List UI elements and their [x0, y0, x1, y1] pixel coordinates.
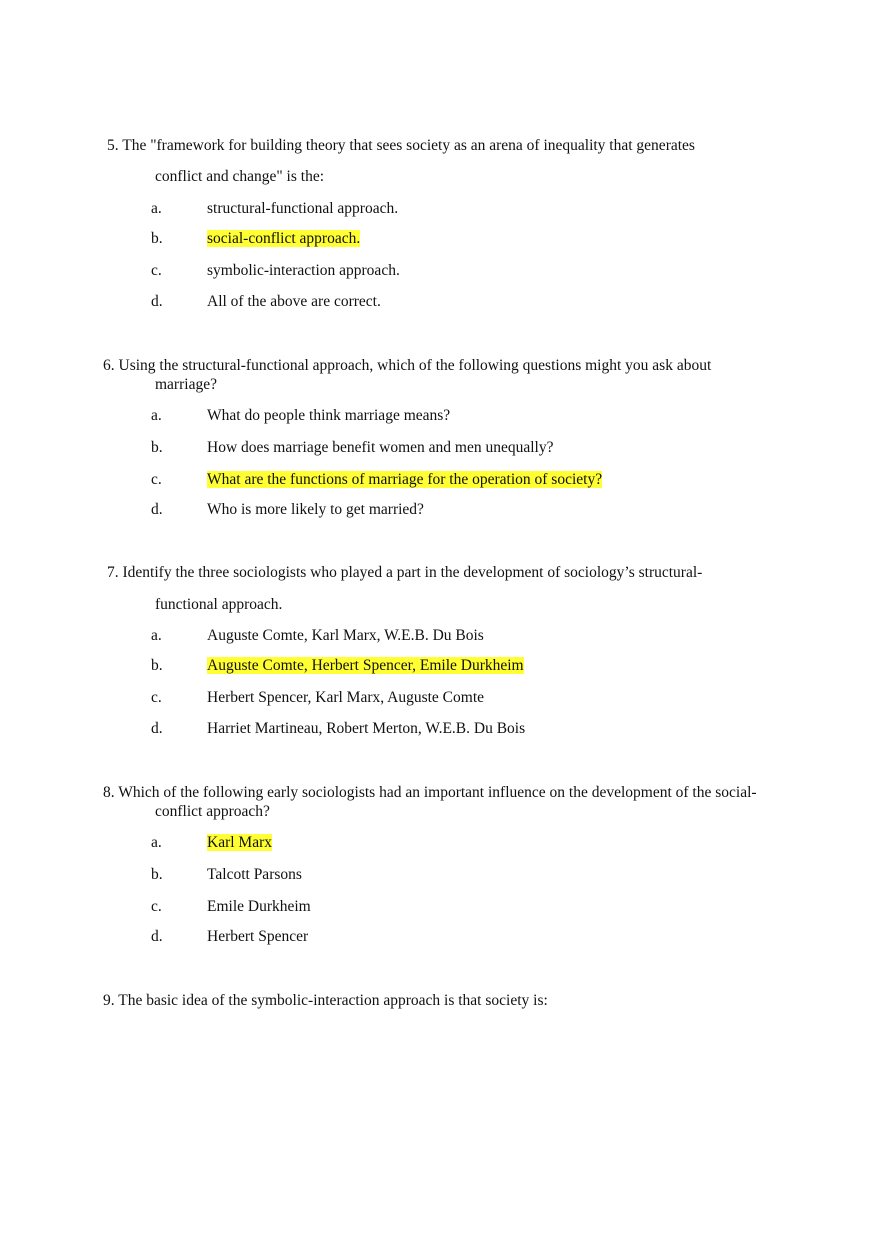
question-7-option-c-letter: c.	[151, 689, 162, 706]
question-8-option-b-letter: b.	[151, 866, 163, 883]
question-5-option-b-text-highlighted: social-conflict approach.	[207, 230, 361, 247]
question-7-option-d-text: Harriet Martineau, Robert Merton, W.E.B. Du Bois	[207, 720, 526, 737]
question-8-option-b-text: Talcott Parsons	[207, 866, 302, 883]
question-7-stem-line1: 7. Identify the three sociologists who played a part in the development of sociology’s structural-	[107, 564, 703, 581]
question-7-option-a-text: Auguste Comte, Karl Marx, W.E.B. Du Bois	[207, 627, 484, 644]
question-8-stem-line1: 8. Which of the following early sociologists had an important influence on the development of the social-	[103, 784, 757, 801]
question-8-option-c-letter: c.	[151, 898, 162, 915]
question-5-option-b-letter: b.	[151, 230, 163, 247]
question-6-option-d-text: Who is more likely to get married?	[207, 501, 424, 518]
question-7-stem-line2: functional approach.	[155, 596, 283, 613]
question-9-stem-line1: 9. The basic idea of the symbolic-interaction approach is that society is:	[103, 992, 548, 1009]
question-8-stem-line2: conflict approach?	[155, 803, 270, 820]
question-8-option-c-text: Emile Durkheim	[207, 898, 311, 915]
question-6-option-b-text: How does marriage benefit women and men unequally?	[207, 439, 554, 456]
question-8-option-a-letter: a.	[151, 834, 162, 851]
question-6-option-c-text-highlighted: What are the functions of marriage for the operation of society?	[207, 471, 603, 488]
question-6-option-a-text: What do people think marriage means?	[207, 407, 451, 424]
question-7-option-d-letter: d.	[151, 720, 163, 737]
question-7-option-a-letter: a.	[151, 627, 162, 644]
question-5-option-a-text: structural-functional approach.	[207, 200, 399, 217]
question-6-option-c-letter: c.	[151, 471, 162, 488]
question-5-option-d-text: All of the above are correct.	[207, 293, 381, 310]
question-5-option-c-letter: c.	[151, 262, 162, 279]
question-5-stem-line1: 5. The "framework for building theory that sees society as an arena of inequality that generates	[107, 137, 695, 154]
question-6-option-b-letter: b.	[151, 439, 163, 456]
question-7-option-c-text: Herbert Spencer, Karl Marx, Auguste Comte	[207, 689, 485, 706]
question-5-stem-line2: conflict and change" is the:	[155, 168, 325, 185]
question-6-option-d-letter: d.	[151, 501, 163, 518]
question-7-option-b-letter: b.	[151, 657, 163, 674]
question-8-option-a-text-highlighted: Karl Marx	[207, 834, 272, 851]
question-5-option-c-text: symbolic-interaction approach.	[207, 262, 400, 279]
question-7-option-b-text-highlighted: Auguste Comte, Herbert Spencer, Emile Durkheim	[207, 657, 524, 674]
question-6-stem-line2: marriage?	[155, 376, 217, 393]
question-5-option-a-letter: a.	[151, 200, 162, 217]
question-8-option-d-letter: d.	[151, 928, 163, 945]
question-6-stem-line1: 6. Using the structural-functional approach, which of the following questions might you ask about	[103, 357, 712, 374]
question-5-option-d-letter: d.	[151, 293, 163, 310]
question-6-option-a-letter: a.	[151, 407, 162, 424]
question-8-option-d-text: Herbert Spencer	[207, 928, 309, 945]
